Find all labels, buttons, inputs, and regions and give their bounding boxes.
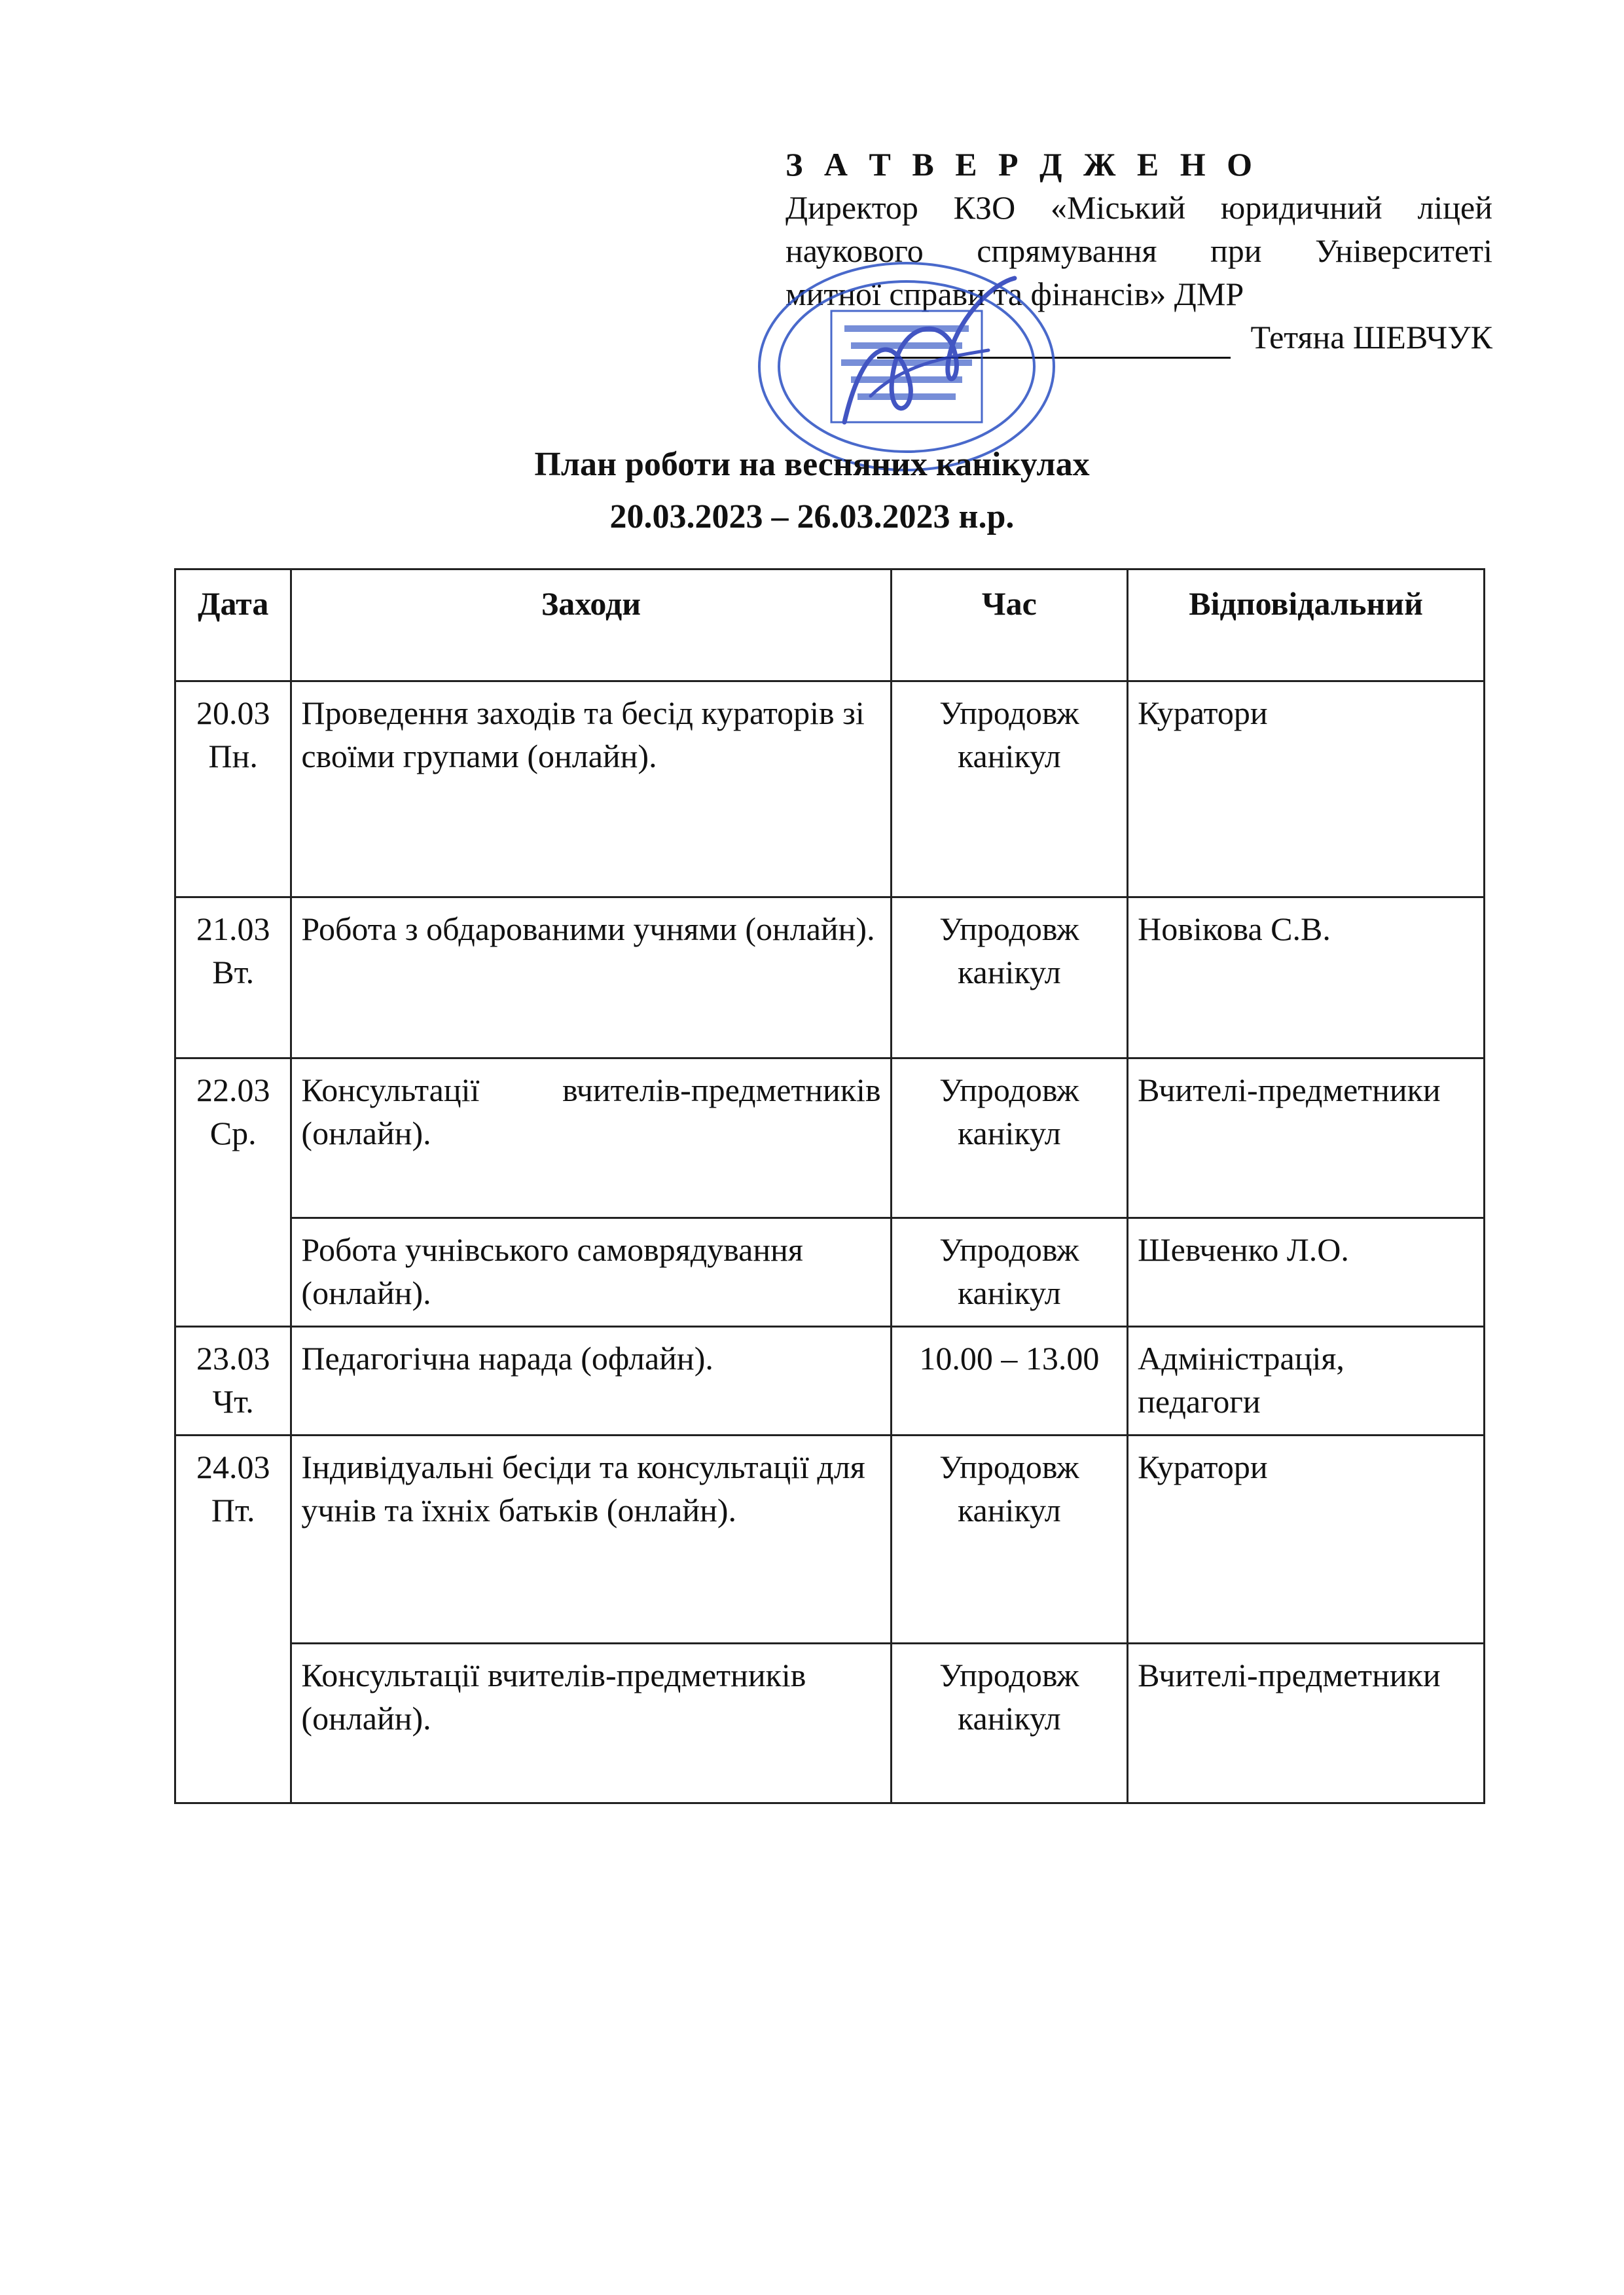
column-header-time: Час: [891, 569, 1128, 681]
table-row: [175, 681, 1485, 897]
column-header-responsible: Відповідальний: [1128, 569, 1485, 681]
date-cell: [175, 681, 291, 897]
weekday-value: Пн.: [208, 738, 258, 774]
time-cell: Упродовж канікул: [891, 897, 1128, 1058]
date-cell: [175, 1058, 291, 1327]
plan-title: План роботи на весняних канікулах: [534, 446, 1090, 483]
responsible-cell: Куратори: [1128, 681, 1485, 897]
responsible-cell: Адміністрація, педагоги: [1128, 1327, 1485, 1436]
time-cell: 10.00 – 13.00: [891, 1327, 1128, 1436]
activity-cell: Педагогічна нарада (офлайн).: [291, 1327, 891, 1436]
table-row: [175, 1644, 1485, 1803]
responsible-cell: Новікова С.В.: [1128, 897, 1485, 1058]
activity-cell: Робота з обдарованими учнями (онлайн).: [291, 897, 891, 1058]
plan-period: 20.03.2023 – 26.03.2023 н.р.: [609, 498, 1015, 535]
table-row: [175, 1218, 1485, 1327]
weekday-value: Вт.: [212, 954, 255, 990]
time-cell: Упродовж канікул: [891, 1218, 1128, 1327]
activity-cell: Робота учнівського самоврядування (онлайн).: [291, 1218, 891, 1327]
activity-cell: Індивідуальні бесіди та консультації для учнів та їхніх батьків (онлайн).: [291, 1436, 891, 1644]
date-cell: [175, 1327, 291, 1436]
time-cell: Упродовж канікул: [891, 681, 1128, 897]
approval-line-3: митної справи та фінансів» ДМР: [785, 276, 1244, 312]
date-value: 24.03: [196, 1449, 270, 1485]
time-cell: Упродовж канікул: [891, 1436, 1128, 1644]
responsible-cell: Шевченко Л.О.: [1128, 1218, 1485, 1327]
table-row: [175, 1436, 1485, 1644]
column-header-date: Дата: [175, 569, 291, 681]
responsible-cell: Куратори: [1128, 1436, 1485, 1644]
table-row: [175, 897, 1485, 1058]
column-header-activities: Заходи: [291, 569, 891, 681]
date-cell: [175, 1436, 291, 1803]
table-row: [175, 1327, 1485, 1436]
responsible-cell: Вчителі-предметники: [1128, 1644, 1485, 1803]
approval-line-2: наукового спрямування при Університеті: [785, 232, 1492, 269]
weekday-value: Пт.: [211, 1492, 255, 1528]
date-value: 23.03: [196, 1340, 270, 1377]
date-value: 22.03: [196, 1072, 270, 1108]
table-row: [175, 1058, 1485, 1218]
date-cell: [175, 897, 291, 1058]
activity-table: [174, 568, 1485, 1804]
signer-name: Тетяна ШЕВЧУК: [1250, 319, 1492, 355]
official-stamp: [753, 259, 1060, 475]
approval-line-1: Директор КЗО «Міський юридичний ліцей: [785, 189, 1492, 226]
activity-cell: Консультації вчителів-предметників (онлайн).: [291, 1644, 891, 1803]
time-cell: Упродовж канікул: [891, 1644, 1128, 1803]
activity-cell: Консультації вчителів-предметників (онлайн).: [291, 1058, 891, 1218]
weekday-value: Чт.: [212, 1383, 254, 1420]
responsible-cell: Вчителі-предметники: [1128, 1058, 1485, 1218]
activity-cell: Проведення заходів та бесід кураторів зі своїми групами (онлайн).: [291, 681, 891, 897]
approval-heading: З А Т В Е Р Д Ж Е Н О: [785, 146, 1259, 183]
date-value: 20.03: [196, 695, 270, 731]
table-header-row: [175, 569, 1485, 681]
weekday-value: Ср.: [209, 1115, 257, 1151]
time-cell: Упродовж канікул: [891, 1058, 1128, 1218]
date-value: 21.03: [196, 911, 270, 947]
